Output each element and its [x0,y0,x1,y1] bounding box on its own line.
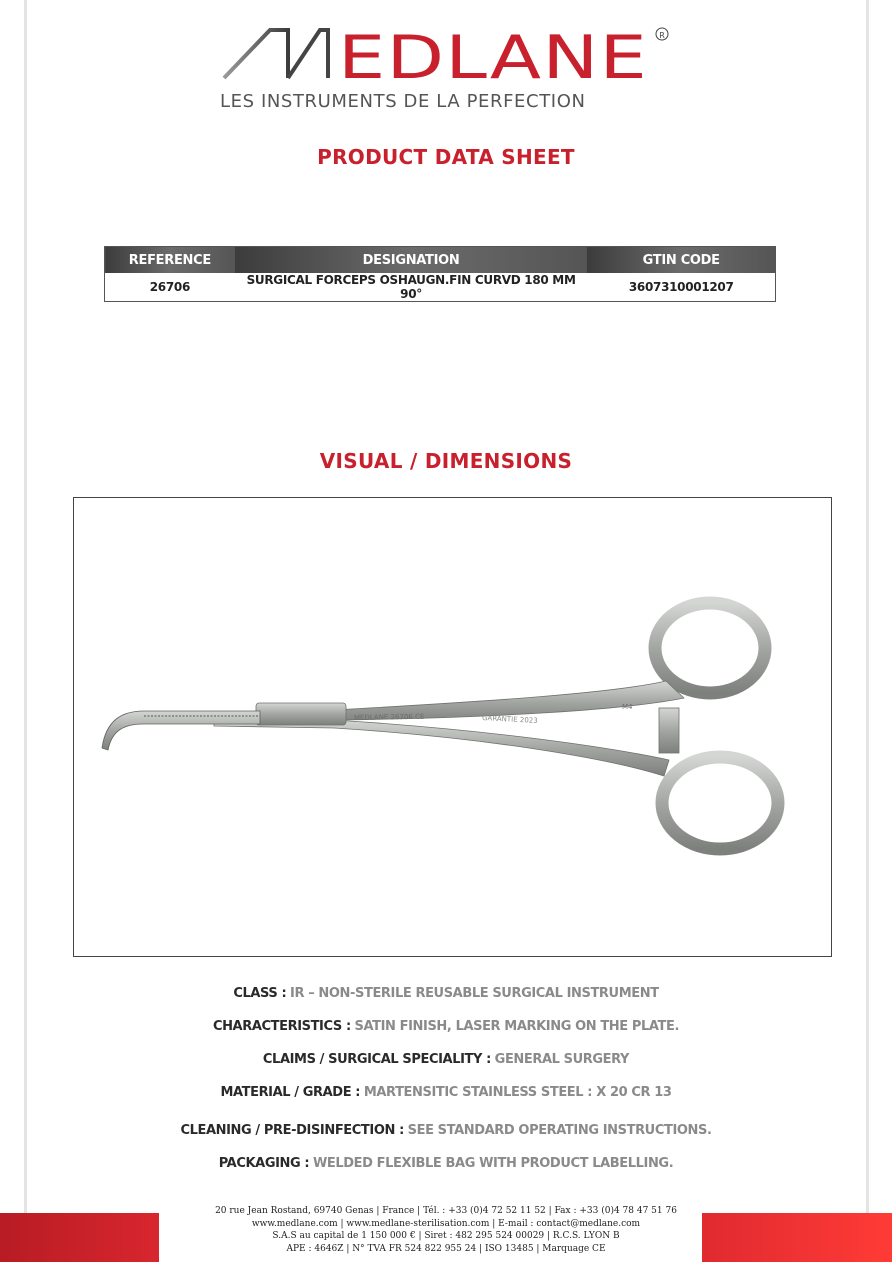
cell-reference: 26706 [149,280,190,294]
spec-key: CLASS : [233,986,287,1001]
spec-key: MATERIAL / GRADE : [220,1085,361,1100]
spec-key: CLAIMS / SURGICAL SPECIALITY : [262,1052,491,1067]
spec-cleaning [0,1123,892,1138]
cell-designation: SURGICAL FORCEPS OSHAUGN.FIN CURVD 180 MM 90° [246,273,576,301]
medlane-wordmark [210,18,680,88]
spec-value: WELDED FLEXIBLE BAG WITH PRODUCT LABELLING. [312,1156,674,1171]
right-border-line [866,0,869,1262]
header-reference: REFERENCE [105,247,235,274]
spec-key: CLEANING / PRE-DISINFECTION : [180,1123,404,1138]
box-lock-marking: M4 [622,703,633,711]
visual-dimensions-title: VISUAL / DIMENSIONS [319,449,573,473]
table-row [105,273,776,302]
brand-tagline: LES INSTRUMENTS DE LA PERFECTION [220,91,586,112]
footer-websites: www.medlane.com | www.medlane-sterilisation.com | E-mail : contact@medlane.com [251,1218,641,1229]
spec-claims [0,1052,892,1067]
header-designation: DESIGNATION [235,247,588,274]
header-gtin: GTIN CODE [587,247,775,274]
spec-packaging [0,1156,892,1171]
spec-key: PACKAGING : [218,1156,310,1171]
spec-value: SEE STANDARD OPERATING INSTRUCTIONS. [407,1123,712,1138]
company-footer [0,1205,892,1255]
product-photo-frame [73,497,832,957]
plate-marking: MEDLANE 26706 CE [353,712,425,722]
wordmark-text: EDLANE [338,23,648,88]
table-header-row [105,247,776,274]
spec-value: MARTENSITIC STAINLESS STEEL : X 20 CR 13 [363,1085,672,1100]
spec-characteristics [0,1019,892,1034]
spec-material [0,1085,892,1100]
footer-registration: APE : 4646Z | N° TVA FR 524 822 955 24 | ISO 13485 | Marquage CE [286,1243,606,1254]
footer-address: 20 rue Jean Rostand, 69740 Genas | France | Tél. : +33 (0)4 72 52 11 52 | Fax : +33 (0)4 78 47 51 76 [215,1206,677,1216]
spec-class [0,986,892,1001]
spec-key: CHARACTERISTICS : [212,1019,351,1034]
product-data-sheet-title: PRODUCT DATA SHEET [317,145,575,169]
warranty-marking: GARANTIE 2023 [481,714,538,725]
cell-gtin: 3607310001207 [628,280,734,294]
spec-value: SATIN FINISH, LASER MARKING ON THE PLATE. [354,1019,680,1034]
footer-legal: S.A.S au capital de 1 150 000 € | Siret : 482 295 524 00029 | R.C.S. LYON B [272,1231,620,1241]
medlane-logo [210,18,680,118]
left-border-line [24,0,27,1262]
product-table [104,246,776,302]
svg-text:R: R [659,31,665,40]
spec-value: IR – NON-STERILE REUSABLE SURGICAL INSTRUMENT [290,986,659,1001]
spec-value: GENERAL SURGERY [494,1052,630,1067]
surgical-forceps-image [74,498,831,956]
